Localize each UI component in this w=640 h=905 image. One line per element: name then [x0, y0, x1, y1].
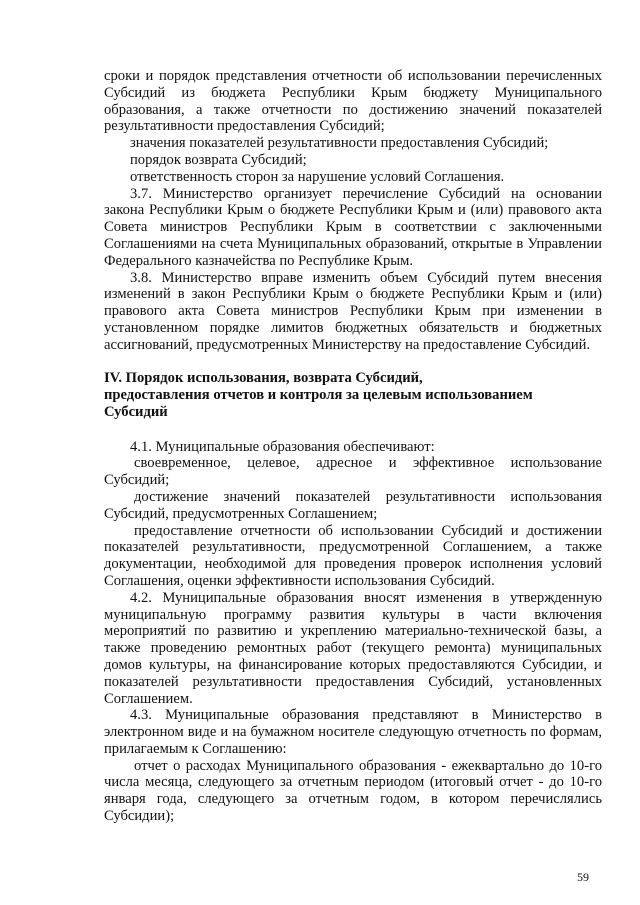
- paragraph-indicator-values: значения показателей результативности предоставления Субсидий;: [130, 135, 549, 152]
- spacer: [104, 421, 602, 439]
- paragraph-4-1: 4.1. Муниципальные образования обеспечивают:: [130, 438, 435, 455]
- paragraph-3-8: 3.8. Министерство вправе изменить объем Субсидий путем внесения изменений в закон Республики Крым о бюджете Республики Крым и (или) правового акта Совета министров Республики Крым при изменении в установленном порядке лимитов бюджетных обязательств и бюджетных ассигнований, предусмотренных Министерству на предоставление Субсидий.: [104, 269, 602, 353]
- paragraph-expense-report: отчет о расходах Муниципального образования - ежеквартально до 10-го числа месяца, следующего за отчетным периодом (итоговый отчет - до 10-го января года, следующего за отчетным годом, в котором перечислялись Субсидии);: [104, 757, 602, 825]
- page-number: 59: [577, 870, 589, 884]
- spacer: [104, 354, 602, 370]
- paragraph-targeted-use: своевременное, целевое, адресное и эффективное использование Субсидий;: [104, 455, 602, 489]
- paragraph-4-2: 4.2. Муниципальные образования вносят изменения в утвержденную муниципальную программу развития культуры в части включения мероприятий по развитию и укреплению материально-технической базы, а также проведению ремонтных работ (текущего ремонта) муниципальных домов культуры, на финансирование которых предоставляются Субсидии, и показателей результативности предоставления Субсидий, установленных Соглашением.: [104, 589, 602, 707]
- body-text: [104, 68, 602, 825]
- paragraph-responsibility: ответственность сторон за нарушение условий Соглашения.: [130, 168, 505, 185]
- paragraph-return-procedure: порядок возврата Субсидий;: [130, 151, 307, 168]
- paragraph-3-7: 3.7. Министерство организует перечисление Субсидий на основании закона Республики Крым о бюджете Республики Крым и (или) правового акта Совета министров Республики Крым в соответствии с заключенными Соглашениями на счета Муниципальных образований, открытые в Управлении Федерального казначейства по Республике Крым.: [104, 185, 602, 269]
- section-heading-line-3: Субсидий: [104, 403, 168, 420]
- paragraph-indicator-achievement: достижение значений показателей результативности использования Субсидий, предусмотренных Соглашением;: [104, 488, 602, 522]
- paragraph-reporting-terms: сроки и порядок представления отчетности об использовании перечисленных Субсидий из бюджета Республики Крым бюджету Муниципального образования, а также отчетности по достижению значений показателей результативности предоставления Субсидий;: [104, 68, 602, 135]
- section-heading-line-1: IV. Порядок использования, возврата Субсидий,: [104, 369, 423, 386]
- paragraph-4-3: 4.3. Муниципальные образования представляют в Министерство в электронном виде и на бумажном носителе следующую отчетность по формам, прилагаемым к Соглашению:: [104, 707, 602, 757]
- paragraph-reporting-provision: предоставление отчетности об использовании Субсидий и достижении показателей результативности, предусмотренной Соглашением, а также документации, необходимой для проведения проверок исполнения условий Соглашения, оценки эффективности использования Субсидий.: [104, 522, 602, 589]
- section-heading-line-2: предоставления отчетов и контроля за целевым использованием: [104, 386, 533, 403]
